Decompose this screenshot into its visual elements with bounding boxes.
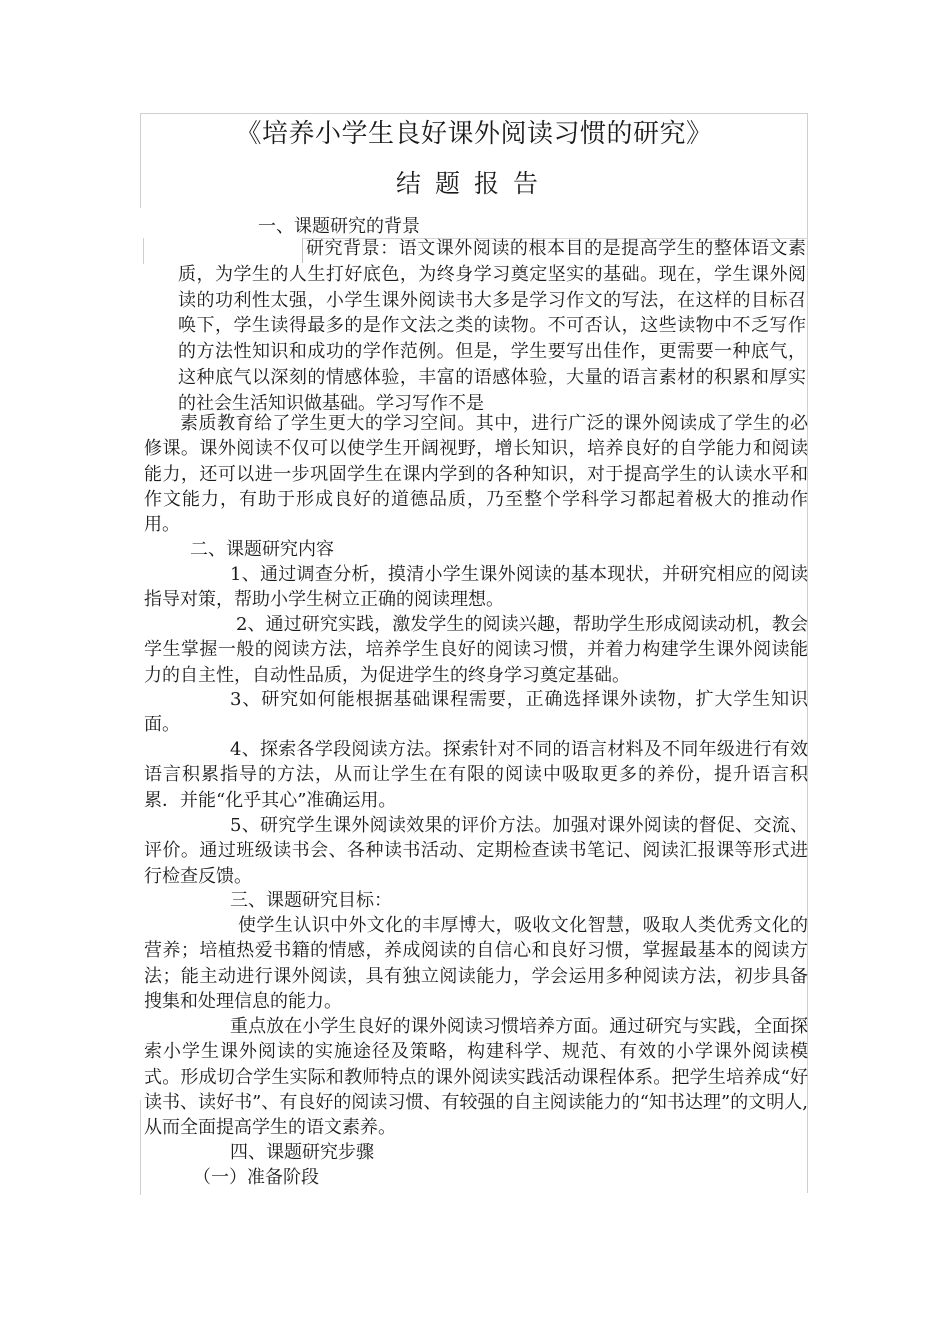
steps-subheading-preparation: （一）准备阶段 <box>193 1167 319 1188</box>
goals-paragraph-2: 重点放在小学生良好的课外阅读习惯培养方面。通过研究与实践，全面探索小学生课外阅读的实施途径及策略，构建科学、规范、有效的小学课外阅读模式。形成切合学生实际和教师特点的课外阅读实践活动课程体系。把学生培养成“好读书、读好书”、有良好的阅读习惯、有较强的自主阅读能力的“知书达理”的文明人,从而全面提高学生的语文素养。 <box>144 1016 808 1139</box>
section-heading-content: 二、课题研究内容 <box>190 539 334 560</box>
content-item-4: 4、探索各学段阅读方法。探索针对不同的语言材料及不同年级进行有效语言积累指导的方法，从而让学生在有限的阅读中吸取更多的养份，提升语言积累．并能“化乎其心”准确运用。 <box>144 739 808 811</box>
content-item-1: 1、通过调查分析，摸清小学生课外阅读的基本现状，并研究相应的阅读指导对策，帮助小学生树立正确的阅读理想。 <box>144 564 808 611</box>
background-paragraph-1: 研究背景：语文课外阅读的根本目的是提高学生的整体语文素质，为学生的人生打好底色，为终身学习奠定坚实的基础。现在，学生课外阅读的功利性太强，小学生课外阅读书大多是学习作文的写法，在这样的目标召唤下，学生读得最多的是作文法之类的读物。不可否认，这些读物中不乏写作的方法性知识和成功的学作范例。但是，学生要写出佳作，更需要一种底气，这种底气以深刻的情感体验，丰富的语感体验，大量的语言素材的积累和厚实的社会生活知识做基础。学习写作不是 <box>178 238 806 414</box>
document-title: 《培养小学生良好课外阅读习惯的研究》 <box>235 119 713 149</box>
section-heading-steps: 四、课题研究步骤 <box>230 1142 374 1163</box>
content-item-3: 3、研究如何能根据基础课程需要，正确选择课外读物，扩大学生知识面。 <box>144 689 808 736</box>
section-heading-background: 一、课题研究的背景 <box>258 216 420 237</box>
left-rule-lower <box>140 1100 141 1195</box>
section-heading-goals: 三、课题研究目标： <box>230 890 392 911</box>
content-item-5: 5、研究学生课外阅读效果的评价方法。加强对课外阅读的督促、交流、评价。通过班级读书会、各种读书活动、定期检查读书笔记、阅读汇报课等形式进行检查反馈。 <box>144 815 808 887</box>
content-item-2: 2、通过研究实践，激发学生的阅读兴趣，帮助学生形成阅读动机，教会学生掌握一般的阅读方法，培养学生良好的阅读习惯，并着力构建学生课外阅读能力的自主性，自动性品质，为促进学生的终身学习奠定基础。 <box>144 614 808 686</box>
document-subtitle: 结题报告 <box>395 169 552 198</box>
background-paragraph-2: 素质教育给了学生更大的学习空间。其中，进行广泛的课外阅读成了学生的必修课。课外阅读不仅可以使学生开阔视野，增长知识，培养良好的自学能力和阅读能力，还可以进一步巩固学生在课内学到的各种知识，对于提高学生的认读水平和作文能力，有助于形成良好的道德品质，乃至整个学科学习都起着极大的推动作用。 <box>144 413 808 536</box>
goals-paragraph-1: 使学生认识中外文化的丰厚博大，吸收文化智慧，吸取人类优秀文化的营养；培植热爱书籍的情感，养成阅读的自信心和良好习惯，掌握最基本的阅读方法；能主动进行课外阅读，具有独立阅读能力，学会运用多种阅读方法，初步具备搜集和处理信息的能力。 <box>144 915 808 1012</box>
marker-rule <box>143 238 144 264</box>
